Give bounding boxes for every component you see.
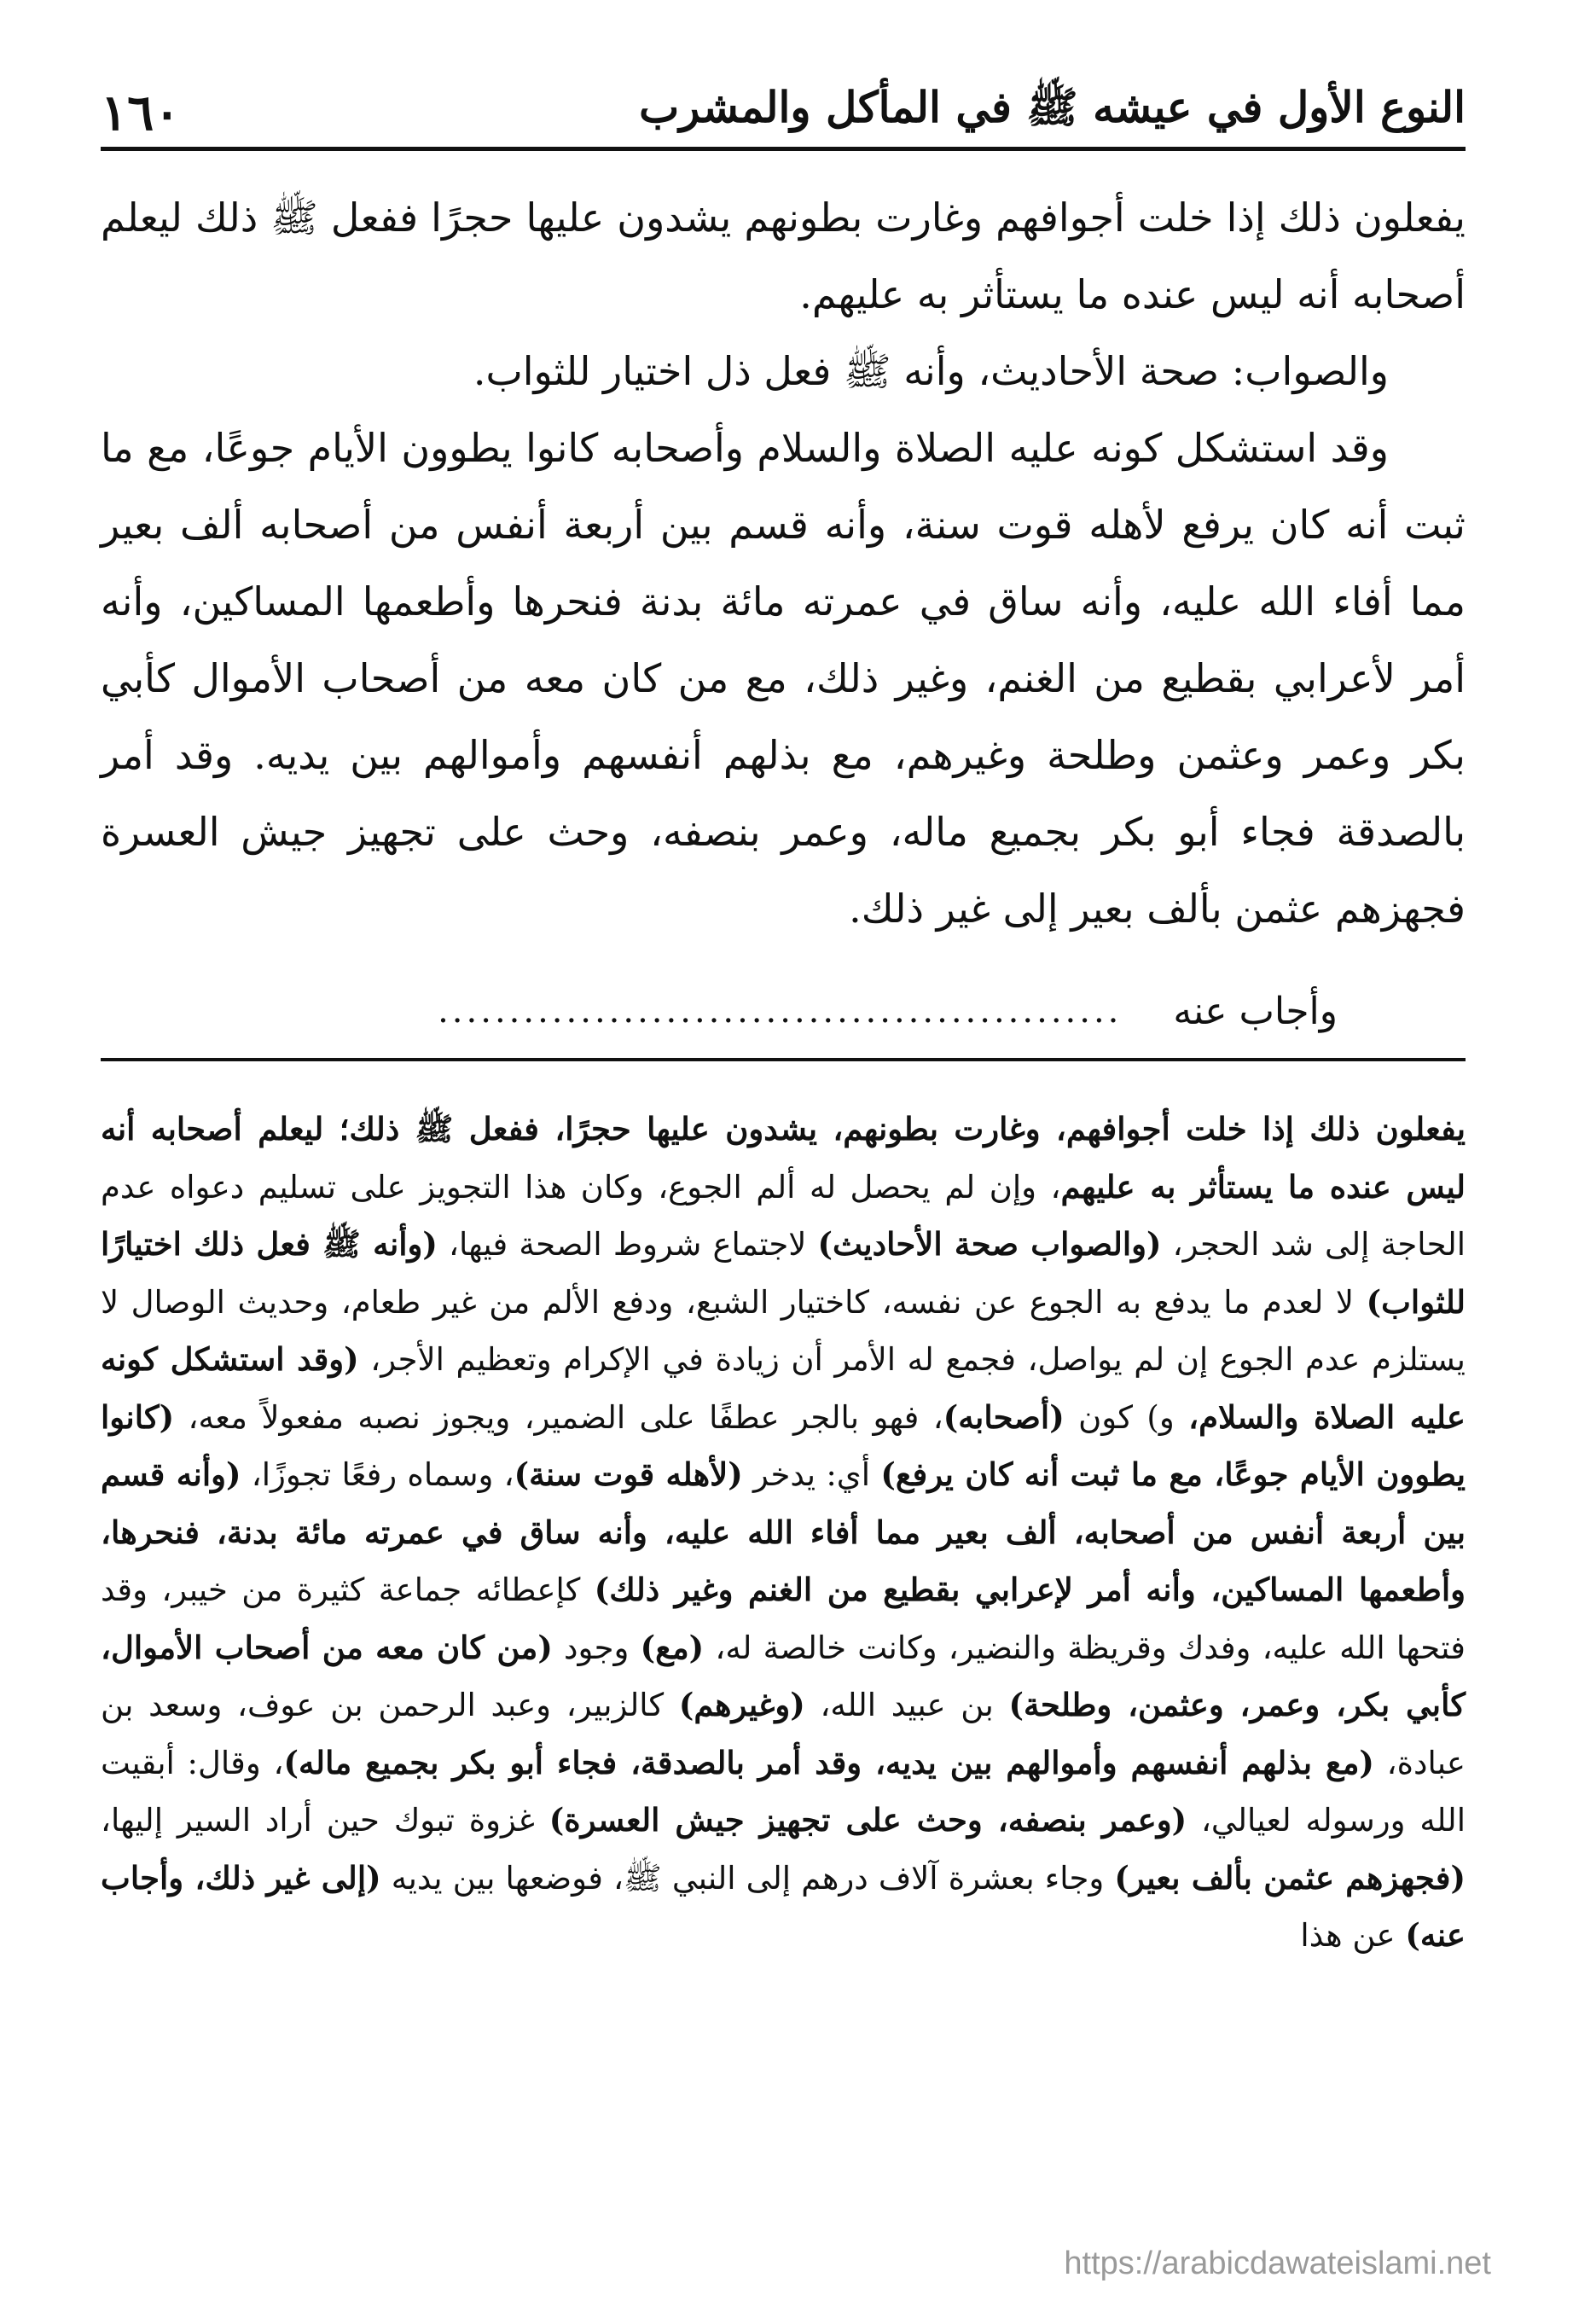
main-paragraph: والصواب: صحة الأحاديث، وأنه ﷺ فعل ذل اختيار للثواب.	[473, 348, 1389, 394]
commentary-run: كإعطائه جماعة كثيرة من خيبر، وقد فتحها الله عليه، وفدك وقريظة والنضير، وكانت خالصة له،	[101, 1572, 1466, 1666]
header-rule	[101, 147, 1466, 151]
commentary-run: وجود	[552, 1629, 641, 1666]
commentary-text	[101, 1101, 1466, 1965]
quoted-main-text: (كانوا يطوون الأيام جوعًا، مع ما ثبت أنه كان يرفع)	[101, 1397, 1466, 1493]
dotted-leader: ................................................	[438, 991, 1123, 1031]
section-divider	[101, 1058, 1466, 1061]
quoted-main-text: (وأنه ﷺ فعل ذلك اختيارًا للثواب)	[101, 1225, 1466, 1321]
quoted-main-text: (من كان معه من أصحاب الأموال، كأبي بكر، وعمر، وعثمن، وطلحة)	[101, 1628, 1466, 1723]
commentary-paragraph	[101, 1101, 1466, 1965]
commentary-run: أي: يدخر	[742, 1456, 881, 1493]
quoted-main-text: (إلى غير ذلك، وأجاب عنه)	[101, 1858, 1466, 1954]
commentary-run: و) كون	[1064, 1398, 1189, 1436]
quoted-main-text: (وأنه قسم بين أربعة أنفس من أصحابه، ألف بعير مما أفاء الله عليه، وأنه ساق في عمرته مائة بدنة، فنحرها، وأطعمها المساكين، وأنه أمر لإعرابي بقطيع من الغنم وغير ذلك)	[101, 1455, 1466, 1608]
commentary-run: ، فهو بالجر عطفًا على الضمير، ويجوز نصبه مفعولاً معه،	[174, 1398, 943, 1436]
continuation-line	[101, 981, 1466, 1041]
quoted-main-text: (وقد استشكل كونه عليه الصلاة والسلام،	[101, 1340, 1466, 1436]
commentary-run: لاجتماع شروط الصحة فيها،	[437, 1226, 818, 1263]
commentary-run: ، وسماه رفعًا تجوزًا،	[241, 1456, 514, 1493]
quoted-main-text: (مع)	[640, 1628, 705, 1666]
running-title: النوع الأول في عيشه ﷺ في المأكل والمشرب	[639, 82, 1466, 132]
main-paragraph: يفعلون ذلك إذا خلت أجوافهم وغارت بطونهم يشدون عليها حجرًا ففعل ﷺ ذلك ليعلم أصحابه أنه ليس عنده ما يستأثر به عليهم.	[101, 195, 1466, 317]
commentary-run: ، وقال: أبقيت الله ورسوله لعيالي،	[101, 1744, 1466, 1839]
watermark-url: https://arabicdawateislami.net	[1064, 2246, 1491, 2281]
page-header	[101, 78, 1466, 147]
quoted-main-text: (مع بذلهم أنفسهم وأموالهم بين يديه، وقد أمر بالصدقة، فجاء أبو بكر بجميع ماله)	[283, 1743, 1374, 1781]
commentary-run: لا لعدم ما يدفع به الجوع عن نفسه، كاختيار الشبع، ودفع الألم من غير طعام، وحديث الوصال لا يستلزم عدم الجوع إن لم يواصل، فجمع له الأمر أن زيادة في الإكرام وتعظيم الأجر،	[101, 1283, 1466, 1378]
quoted-main-text: (والصواب صحة الأحاديث)	[817, 1225, 1162, 1263]
commentary-run: غزوة تبوك حين أراد السير إليها،	[101, 1802, 549, 1839]
quoted-main-text: (وعمر بنصفه، وحث على تجهيز جيش العسرة)	[549, 1801, 1187, 1839]
main-paragraph: وقد استشكل كونه عليه الصلاة والسلام وأصحابه كانوا يطوون الأيام جوعًا، مع ما ثبت أنه كان يرفع لأهله قوت سنة، وأنه قسم بين أربعة أنفس من أصحابه ألف بعير مما أفاء الله عليه، وأنه ساق في عمرته مائة بدنة فنحرها وأطعمها المساكين، وأنه أمر لأعرابي بقطيع من الغنم، وغير ذلك، مع من كان معه من أصحاب الأموال كأبي بكر وعمر وعثمن وطلحة وغيرهم، مع بذلهم أنفسهم وأموالهم بين يديه. وقد أمر بالصدقة فجاء أبو بكر بجميع ماله، وعمر بنصفه، وحث على تجهيز جيش العسرة فجهزهم عثمن بألف بعير إلى غير ذلك.	[101, 425, 1466, 932]
page-number: ١٦٠	[101, 84, 181, 142]
commentary-run: بن عبيد الله،	[804, 1687, 1009, 1723]
commentary-run: ، وإن لم يحصل له ألم الجوع، وكان هذا التجويز على تسليم دعواه عدم الحاجة إلى شد الحجر،	[101, 1168, 1466, 1263]
quoted-main-text: (وغيرهم)	[678, 1686, 805, 1723]
continuation-text: وأجاب عنه	[1173, 989, 1338, 1033]
main-text	[101, 179, 1466, 947]
quoted-main-text: (أصحابه)	[943, 1397, 1065, 1436]
quoted-main-text: (لأهله قوت سنة)	[514, 1455, 743, 1493]
commentary-run: عن هذا	[1300, 1917, 1406, 1954]
commentary-run: وجاء بعشرة آلاف درهم إلى النبي ﷺ، فوضعها بين يديه	[380, 1859, 1115, 1897]
commentary-run: كالزبير، وعبد الرحمن بن عوف، وسعد بن عبادة،	[101, 1687, 1466, 1781]
quoted-main-text: (فجهزهم عثمن بألف بعير)	[1114, 1858, 1466, 1897]
quoted-main-text: يفعلون ذلك إذا خلت أجوافهم، وغارت بطونهم، يشدون عليها حجرًا، ففعل ﷺ ذلك؛ ليعلم أصحابه أنه ليس عنده ما يستأثر به عليهم	[101, 1110, 1466, 1206]
